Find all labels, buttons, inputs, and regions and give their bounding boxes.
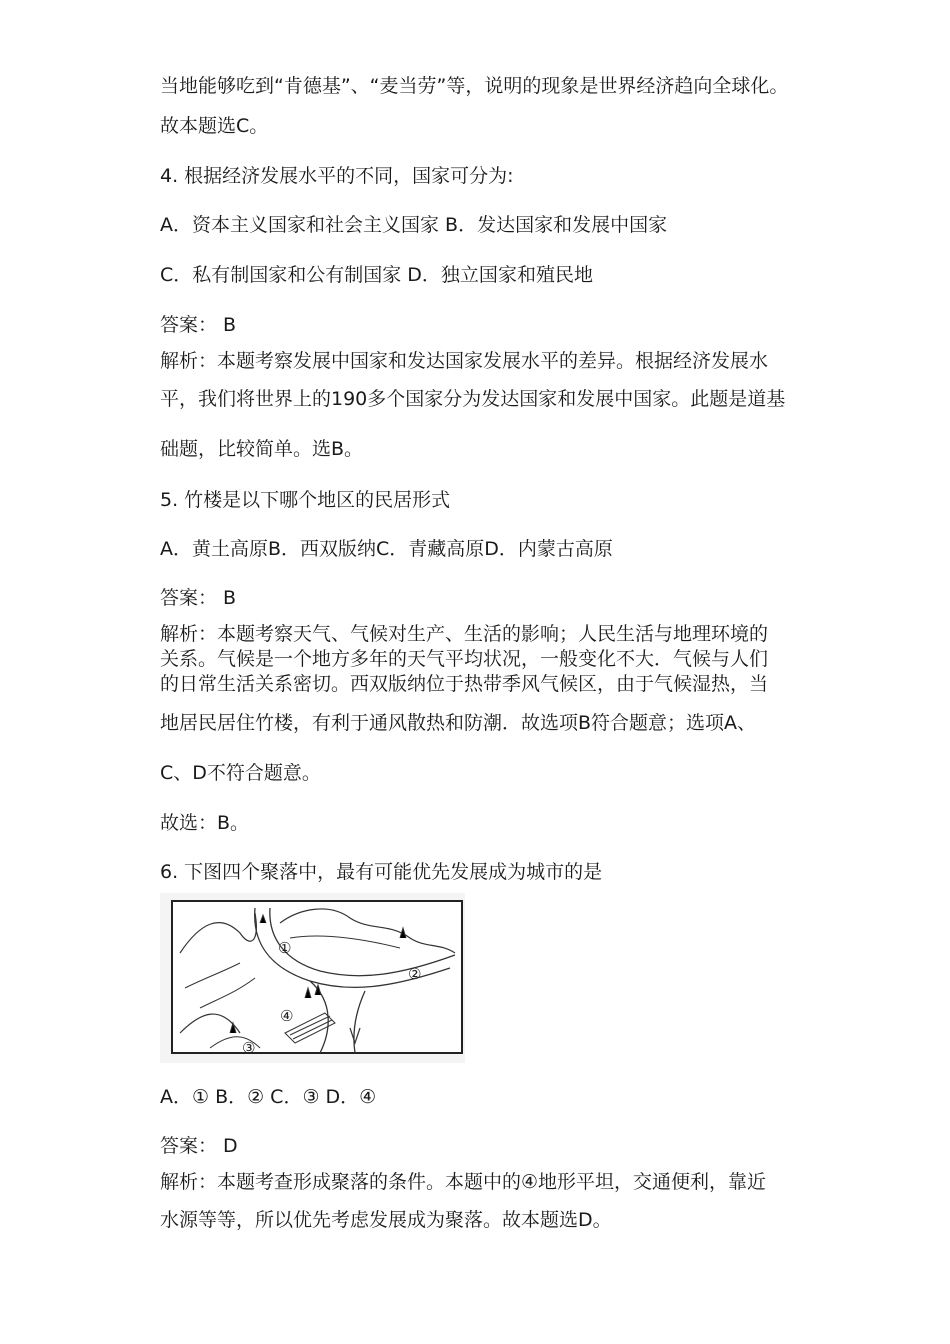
analysis-5-line-6: 故选：B。 bbox=[160, 812, 250, 834]
analysis-4-line-1: 解析：本题考察发展中国家和发达国家发展水平的差异。根据经济发展水 bbox=[160, 350, 769, 372]
question-6: 6. 下图四个聚落中，最有可能优先发展成为城市的是 bbox=[160, 861, 603, 883]
analysis-4-line-2: 平，我们将世界上的190多个国家分为发达国家和发展中国家。此题是道基 bbox=[160, 388, 786, 410]
analysis-4-line-3: 础题，比较简单。选B。 bbox=[160, 438, 364, 460]
question-4-options-cd: C．私有制国家和公有制国家 D．独立国家和殖民地 bbox=[160, 264, 593, 286]
analysis-5-line-2: 关系。气候是一个地方多年的天气平均状况，一般变化不大．气候与人们 bbox=[160, 648, 769, 670]
analysis-6-line-2: 水源等等，所以优先考虑发展成为聚落。故本题选D。 bbox=[160, 1209, 612, 1231]
text-line-2: 故本题选C。 bbox=[160, 115, 269, 137]
analysis-5-line-5: C、D不符合题意。 bbox=[160, 762, 321, 784]
map-label-2: ② bbox=[408, 965, 422, 983]
answer-5: 答案： B bbox=[160, 587, 237, 609]
question-4: 4. 根据经济发展水平的不同，国家可分为: bbox=[160, 165, 514, 187]
analysis-5-line-3: 的日常生活关系密切。西双版纳位于热带季风气候区，由于气候湿热，当 bbox=[160, 673, 769, 695]
analysis-5-line-4: 地居民居住竹楼，有利于通风散热和防潮．故选项B符合题意；选项A、 bbox=[160, 712, 757, 734]
analysis-6-line-1: 解析：本题考查形成聚落的条件。本题中的④地形平坦，交通便利，靠近 bbox=[160, 1171, 767, 1193]
map-label-3: ③ bbox=[242, 1039, 256, 1057]
analysis-5-line-1: 解析：本题考察天气、气候对生产、生活的影响；人民生活与地理环境的 bbox=[160, 623, 769, 645]
question-5: 5. 竹楼是以下哪个地区的民居形式 bbox=[160, 489, 451, 511]
question-4-options-ab: A．资本主义国家和社会主义国家 B．发达国家和发展中国家 bbox=[160, 214, 668, 236]
question-5-options: A．黄土高原B．西双版纳C．青藏高原D．内蒙古高原 bbox=[160, 538, 613, 560]
map-label-1: ① bbox=[278, 939, 292, 957]
answer-6: 答案： D bbox=[160, 1135, 238, 1157]
answer-4: 答案： B bbox=[160, 314, 237, 336]
text-line-1: 当地能够吃到“肯德基”、“麦当劳”等，说明的现象是世界经济趋向全球化。 bbox=[160, 75, 789, 97]
question-6-options: A．① B．② C．③ D．④ bbox=[160, 1086, 377, 1108]
map-label-4: ④ bbox=[280, 1007, 294, 1025]
settlement-map-figure bbox=[160, 893, 465, 1063]
